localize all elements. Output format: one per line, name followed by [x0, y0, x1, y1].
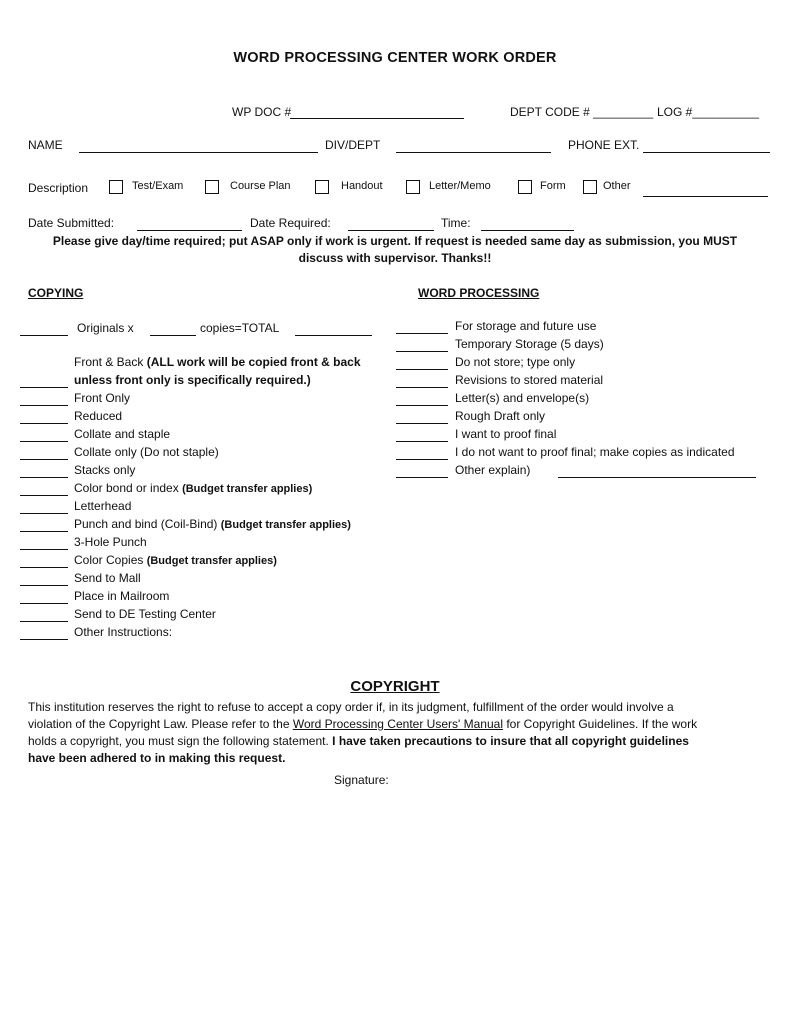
course-plan-checkbox[interactable] [205, 180, 219, 194]
wp-item-label: I do not want to proof final; make copies as indicated [455, 445, 735, 459]
front-back-note: unless front only is specifically required.) [74, 373, 311, 387]
users-manual-link[interactable]: Word Processing Center Users' Manual [292, 717, 503, 731]
wp-item-field[interactable] [396, 459, 448, 460]
copying-item-label: Collate only (Do not staple) [74, 445, 219, 459]
wp-item-label: Temporary Storage (5 days) [455, 337, 604, 351]
form-title: WORD PROCESSING CENTER WORK ORDER [233, 50, 557, 66]
date-submitted-field[interactable] [137, 230, 242, 231]
letter-memo-label: Letter/Memo [429, 180, 491, 192]
copying-item-label: Stacks only [74, 463, 136, 477]
copying-item-field[interactable] [20, 459, 68, 460]
wp-item-field[interactable] [396, 477, 448, 478]
letter-memo-checkbox[interactable] [406, 180, 420, 194]
copying-item-label: Collate and staple [74, 427, 171, 441]
copying-item-label: Front Only [74, 391, 131, 405]
copying-heading: COPYING [28, 286, 84, 300]
copying-item-field[interactable] [20, 423, 68, 424]
copying-item-label: Send to DE Testing Center [74, 607, 216, 621]
date-submitted-label: Date Submitted: [28, 216, 115, 230]
wp-item-field[interactable] [396, 441, 448, 442]
other-description-field[interactable] [643, 196, 768, 197]
wp-item-label: I want to proof final [455, 427, 557, 441]
name-field[interactable] [79, 152, 318, 153]
time-field[interactable] [481, 230, 574, 231]
copying-item-field[interactable] [20, 477, 68, 478]
div-dept-field[interactable] [396, 152, 551, 153]
wp-item-label: Letter(s) and envelope(s) [455, 391, 590, 405]
log-label: LOG #__________ [657, 105, 760, 119]
word-processing-heading: WORD PROCESSING [418, 286, 540, 300]
copying-item-label: Reduced [74, 409, 123, 423]
copying-item-field[interactable] [20, 639, 68, 640]
other-checkbox[interactable] [583, 180, 597, 194]
copying-item-label: Letterhead [74, 499, 132, 513]
wp-item-field[interactable] [396, 333, 448, 334]
phone-ext-field[interactable] [643, 152, 770, 153]
front-back-label: Front & Back (ALL work will be copied front & back [74, 355, 361, 369]
wp-other-explain-field[interactable] [558, 477, 756, 478]
copying-item-field[interactable] [20, 405, 68, 406]
wp-item-label: Rough Draft only [455, 409, 546, 423]
copies-field[interactable] [150, 335, 196, 336]
wp-item-field[interactable] [396, 387, 448, 388]
originals-field[interactable] [20, 335, 68, 336]
copying-item-label: Color Copies (Budget transfer applies) [74, 553, 277, 567]
signature-label: Signature: [334, 773, 389, 787]
notice-line-2: discuss with supervisor. Thanks!! [298, 251, 492, 265]
wp-item-label: Other explain) [455, 463, 531, 477]
copying-item-field[interactable] [20, 531, 68, 532]
copies-total-label: copies=TOTAL [200, 321, 280, 335]
copying-item-field[interactable] [20, 441, 68, 442]
time-label: Time: [441, 216, 471, 230]
copying-item-label: Color bond or index (Budget transfer applies) [74, 481, 313, 495]
phone-ext-label: PHONE EXT. [568, 138, 640, 152]
notice-line-1: Please give day/time required; put ASAP only if work is urgent. If request is needed same day as submission, you MUST [52, 234, 738, 248]
date-required-field[interactable] [348, 230, 434, 231]
copying-item-field[interactable] [20, 513, 68, 514]
wp-item-field[interactable] [396, 351, 448, 352]
signature-field[interactable] [396, 787, 576, 788]
copying-item-field[interactable] [20, 495, 68, 496]
copyright-heading: COPYRIGHT [350, 678, 440, 695]
name-label: NAME [28, 138, 63, 152]
copying-item-label: Place in Mailroom [74, 589, 170, 603]
copying-item-field[interactable] [20, 585, 68, 586]
test-exam-label: Test/Exam [132, 180, 184, 192]
copying-item-label: Send to Mall [74, 571, 141, 585]
copying-item-label: Other Instructions: [74, 625, 173, 639]
wp-doc-field[interactable] [290, 118, 464, 119]
form-label: Form [540, 180, 566, 192]
wp-doc-label: WP DOC # [232, 105, 292, 119]
total-field[interactable] [295, 335, 372, 336]
wp-item-field[interactable] [396, 423, 448, 424]
wp-item-label: Do not store; type only [455, 355, 576, 369]
wp-item-label: Revisions to stored material [455, 373, 604, 387]
front-back-field[interactable] [20, 387, 68, 388]
copying-item-field[interactable] [20, 549, 68, 550]
form-checkbox[interactable] [518, 180, 532, 194]
wp-item-field[interactable] [396, 369, 448, 370]
copyright-text: This institution reserves the right to refuse to accept a copy order if, in its judgment, fulfillment of the order would involve a violation of the Copyright Law. Please refer to the Word Processing Center Users' Manual for Copyright Guidelines. If the work holds a copyright, you must sign the following statement. I have taken precautions to insure that all copyright guidelines have been adhered to in making this request. [28, 700, 698, 765]
copying-item-field[interactable] [20, 621, 68, 622]
handout-label: Handout [341, 180, 383, 192]
copying-item-field[interactable] [20, 603, 68, 604]
course-plan-label: Course Plan [230, 180, 291, 192]
handout-checkbox[interactable] [315, 180, 329, 194]
copying-item-field[interactable] [20, 567, 68, 568]
description-label: Description [28, 181, 89, 195]
other-label: Other [603, 180, 631, 192]
copying-item-label: 3-Hole Punch [74, 535, 147, 549]
wp-item-label: For storage and future use [455, 319, 597, 333]
originals-label: Originals x [77, 321, 134, 335]
dept-code-label: DEPT CODE # _________ [510, 105, 654, 119]
div-dept-label: DIV/DEPT [325, 138, 381, 152]
copying-item-label: Punch and bind (Coil-Bind) (Budget transfer applies) [74, 517, 351, 531]
wp-item-field[interactable] [396, 405, 448, 406]
date-required-label: Date Required: [250, 216, 331, 230]
test-exam-checkbox[interactable] [109, 180, 123, 194]
